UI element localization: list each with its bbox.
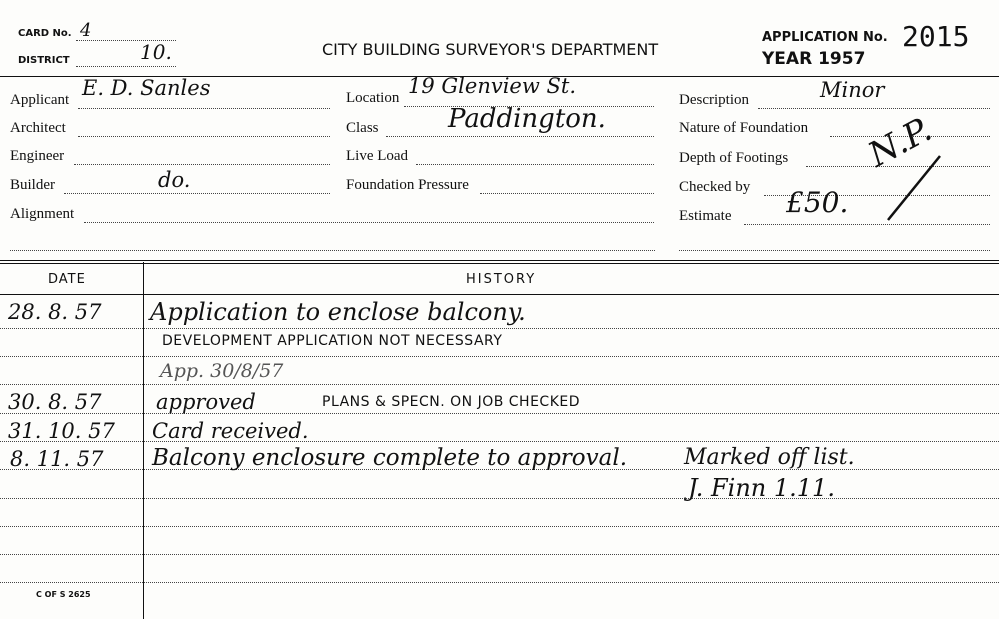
applicant-label: Applicant (10, 92, 70, 108)
history-entry-5: Card received. (152, 419, 309, 443)
department-title: CITY BUILDING SURVEYOR'S DEPARTMENT (322, 40, 659, 59)
history-date-5: 31. 10. 57 (8, 419, 115, 443)
form-code: C OF S 2625 (36, 590, 91, 599)
alignment-label: Alignment (10, 206, 75, 222)
history-entry-1: Application to enclose balcony. (150, 298, 526, 326)
class-value: Paddington. (448, 104, 606, 134)
date-header: DATE (48, 272, 86, 287)
location-value: 19 Glenview St. (408, 74, 576, 98)
estimate-label: Estimate (679, 208, 732, 224)
application-no-label: APPLICATION No. (762, 30, 888, 45)
application-no-value: 2015 (902, 20, 970, 53)
history-date-1: 28. 8. 57 (8, 300, 102, 324)
history-entry-6: Balcony enclosure complete to approval. (152, 445, 628, 471)
history-entry-3: App. 30/8/57 (160, 360, 284, 382)
checked-by-label: Checked by (679, 179, 751, 195)
nature-foundation-label: Nature of Foundation (679, 120, 809, 136)
card-no-value: 4 (80, 20, 92, 41)
builder-label: Builder (10, 177, 55, 193)
check-stroke-icon (880, 150, 950, 230)
description-label: Description (679, 92, 749, 108)
history-stamp-4: PLANS & SPECN. ON JOB CHECKED (322, 394, 581, 410)
location-label: Location (346, 90, 400, 106)
live-load-label: Live Load (346, 148, 409, 164)
card-no-label: CARD No. (18, 28, 72, 39)
history-header: HISTORY (466, 272, 537, 287)
architect-label: Architect (10, 120, 66, 136)
builder-value: do. (158, 168, 191, 192)
history-entry-2: DEVELOPMENT APPLICATION NOT NECESSARY (162, 333, 503, 349)
history-entry-4: approved (156, 390, 256, 414)
history-date-4: 30. 8. 57 (8, 390, 102, 414)
foundation-pressure-label: Foundation Pressure (346, 177, 469, 193)
engineer-label: Engineer (10, 148, 65, 164)
class-label: Class (346, 120, 379, 136)
district-value: 10. (140, 40, 172, 64)
applicant-value: E. D. Sanles (82, 76, 211, 100)
estimate-value: £50. (786, 186, 849, 219)
description-value: Minor (820, 78, 885, 102)
year-label: YEAR 1957 (762, 49, 866, 69)
history-signature: J. Finn 1.11. (688, 474, 835, 502)
history-extra-6: Marked off list. (684, 445, 855, 470)
history-date-6: 8. 11. 57 (10, 447, 104, 471)
depth-footings-label: Depth of Footings (679, 150, 789, 166)
district-label: DISTRICT (18, 55, 70, 66)
np-mark: N.P. (862, 109, 939, 176)
